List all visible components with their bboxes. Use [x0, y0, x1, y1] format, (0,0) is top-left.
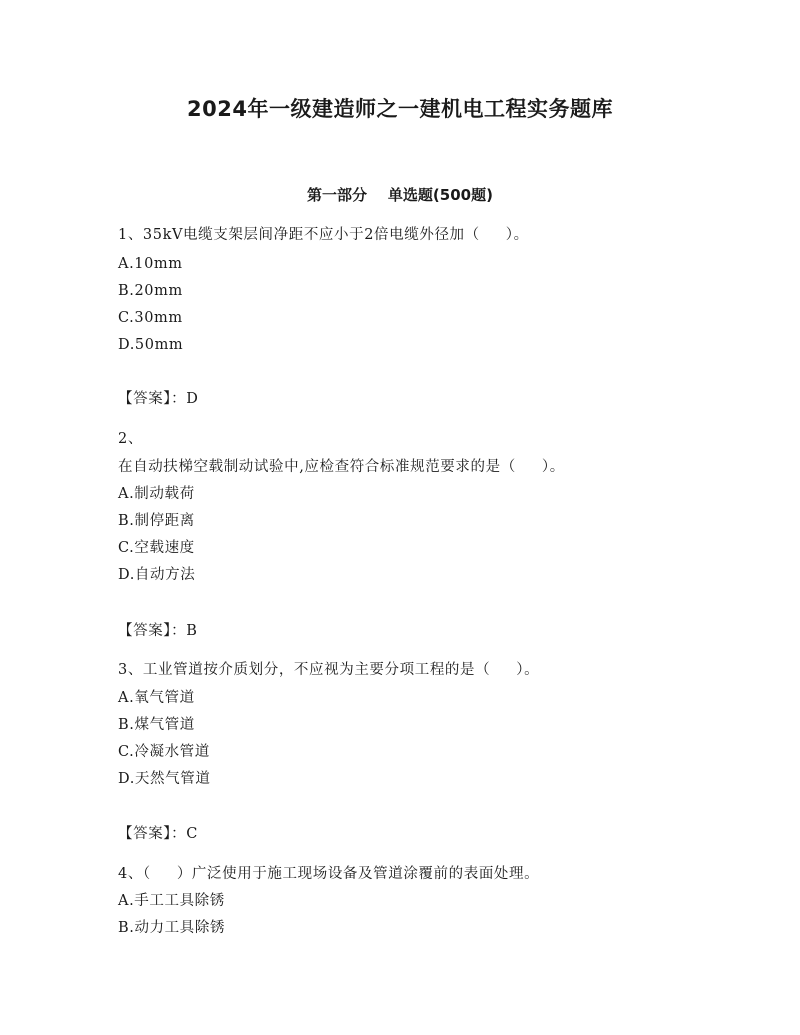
question-2-option-b: B.制停距离: [118, 513, 195, 529]
question-3-answer: 【答案】：C: [118, 826, 198, 842]
question-1-option-a: A.10mm: [118, 256, 183, 272]
question-2-option-d: D.自动方法: [118, 567, 196, 583]
question-2-number: 2、: [118, 431, 143, 447]
question-4-option-b: B.动力工具除锈: [118, 920, 226, 936]
question-1-stem: 1、35kV电缆支架层间净距不应小于2倍电缆外径加（ ）。: [118, 227, 529, 243]
question-2-option-a: A.制动载荷: [118, 486, 195, 502]
question-2-answer: 【答案】：B: [118, 623, 198, 639]
question-2-stem: 在自动扶梯空载制动试验中,应检查符合标准规范要求的是（ ）。: [118, 459, 565, 475]
question-3-option-d: D.天然气管道: [118, 771, 211, 787]
question-4-option-a: A.手工工具除锈: [118, 893, 225, 909]
question-1-answer: 【答案】：D: [118, 391, 199, 407]
question-1-option-c: C.30mm: [118, 310, 183, 326]
question-3-option-c: C.冷凝水管道: [118, 744, 210, 760]
question-3-stem: 3、工业管道按介质划分，不应视为主要分项工程的是（ ）。: [118, 662, 540, 678]
question-1-option-d: D.50mm: [118, 337, 184, 353]
section-title: 第一部分 单选题(500题): [307, 186, 493, 204]
question-4-stem: 4、（ ）广泛使用于施工现场设备及管道涂覆前的表面处理。: [118, 866, 540, 882]
question-3-option-a: A.氧气管道: [118, 690, 195, 706]
document-title: 2024年一级建造师之一建机电工程实务题库: [187, 97, 613, 121]
question-1-option-b: B.20mm: [118, 283, 183, 299]
question-2-option-c: C.空载速度: [118, 540, 195, 556]
question-3-option-b: B.煤气管道: [118, 717, 195, 733]
